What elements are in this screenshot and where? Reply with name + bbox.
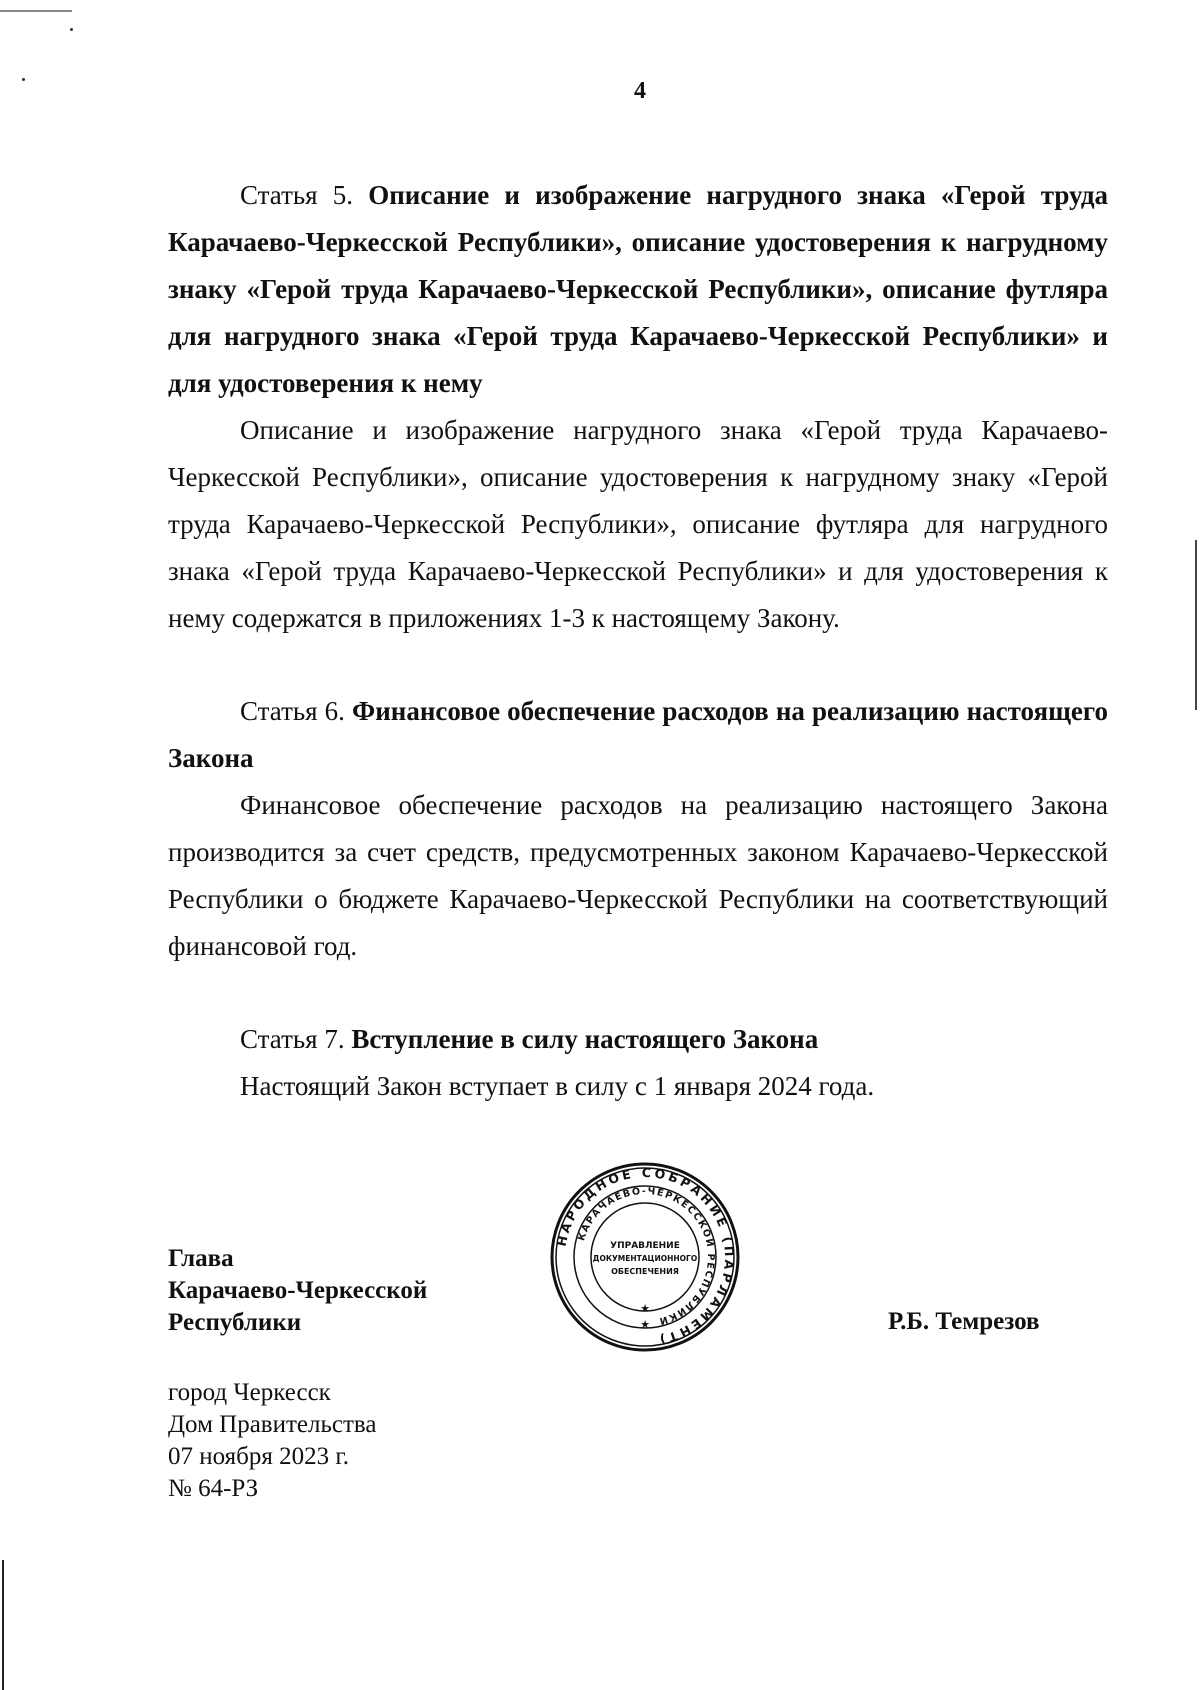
article-5-lead: Статья 5. [240,180,369,210]
city: город Черкесск [168,1379,331,1406]
law-number: № 64-РЗ [168,1475,259,1502]
building: Дом Правительства [168,1411,377,1438]
article-7-body: Настоящий Закон вступает в силу с 1 января 2024 года. [240,1071,875,1101]
stamp-center-line: ОБЕСПЕЧЕНИЯ [611,1267,679,1276]
document-body [168,172,1108,1110]
article-6-body: Финансовое обеспечение расходов на реализацию настоящего Закона производится за счет средств, предусмотренных законом Карачаево-Черкесской Республики о бюджете Карачаево-Черкесской Республики на соответствующий финансовой год. [168,790,1108,961]
stamp-outer-text: НАРОДНОЕ СОБРАНИЕ (ПАРЛАМЕНТ) [553,1164,738,1349]
article-7-heading [168,1016,1108,1063]
scan-mark-right [1195,540,1197,710]
signature-title [168,1243,427,1339]
scan-mark-top [0,10,72,12]
article-5-heading [168,172,1108,407]
stamp-star-icon: ★ [640,1318,650,1331]
stamp-inner-text: КАРАЧАЕВО-ЧЕРКЕССКОЙ РЕСПУБЛИКИ [576,1185,717,1327]
stamp-center-line: ДОКУМЕНТАЦИОННОГО [592,1254,698,1263]
article-6-heading [168,688,1108,782]
signer-name: Р.Б. Темрезов [888,1308,1040,1335]
stamp-center-line: УПРАВЛЕНИЕ [610,1241,680,1251]
article-6-lead: Статья 6. [240,696,353,726]
scan-dot [70,28,73,31]
stamp-star-icon: ★ [640,1302,650,1315]
article-5-title: Описание и изображение нагрудного знака «Герой труда Карачаево-Черкесской Республики», описание удостоверения к нагрудному знаку «Герой труда Карачаево-Черкесской Республики», описание футляра для нагрудного знака «Герой труда Карачаево-Черкесской Республики» и для удостоверения к нему [168,180,1108,398]
signature-line: Карачаево-Черкесской [168,1277,428,1304]
official-stamp [550,1162,740,1352]
article-7-title: Вступление в силу настоящего Закона [351,1024,819,1054]
date: 07 ноября 2023 г. [168,1443,350,1470]
signature-line: Республики [168,1309,302,1336]
section-gap [168,642,1108,688]
place-and-date [168,1377,376,1505]
signature-line: Глава [168,1245,234,1272]
article-5-body: Описание и изображение нагрудного знака «Герой труда Карачаево-Черкесской Республики», описание удостоверения к нагрудному знаку «Герой труда Карачаево-Черкесской Республики», описание футляра для нагрудного знака «Герой труда Карачаево-Черкесской Республики» и для удостоверения к нему содержатся в приложениях 1-3 к настоящему Закону. [168,415,1108,633]
section-gap [168,970,1108,1016]
article-6-title: Финансовое обеспечение расходов на реализацию настоящего Закона [168,696,1108,773]
page-number: 4 [634,78,646,104]
scan-mark-left [2,1560,4,1690]
article-7-lead: Статья 7. [240,1024,352,1054]
